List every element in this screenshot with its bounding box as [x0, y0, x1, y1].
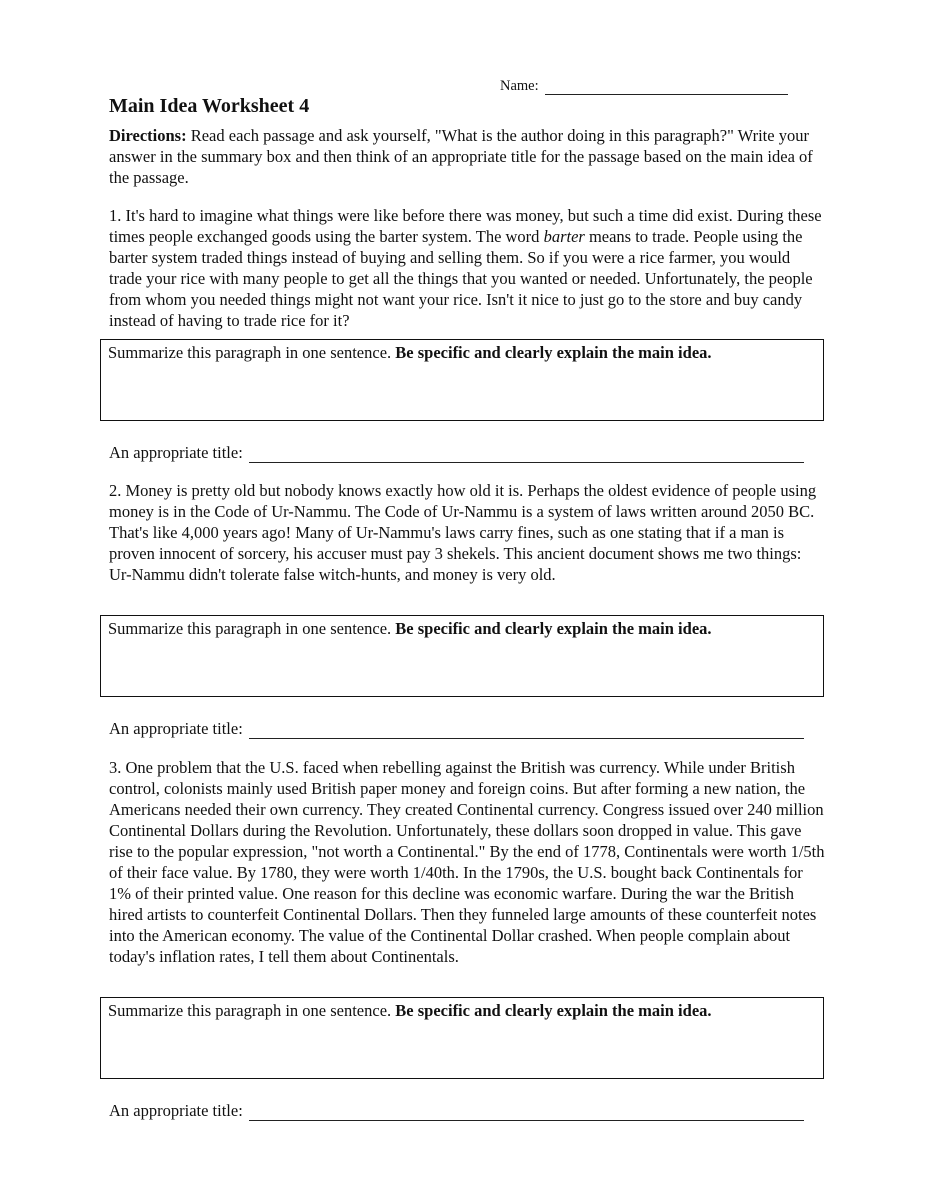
directions — [109, 125, 825, 188]
title-blank-line-2[interactable] — [249, 722, 804, 739]
summary-prompt-bold: Be specific and clearly explain the main idea. — [395, 343, 712, 362]
summary-prompt: Summarize this paragraph in one sentence. — [108, 1001, 396, 1020]
summary-prompt-bold: Be specific and clearly explain the main idea. — [395, 619, 712, 638]
title-prompt: An appropriate title: — [109, 1101, 243, 1120]
title-field-3 — [109, 1101, 804, 1121]
name-field — [500, 78, 788, 95]
title-field-1 — [109, 443, 804, 463]
title-field-2 — [109, 719, 804, 739]
title-prompt: An appropriate title: — [109, 719, 243, 738]
passage-1-text-after: means to trade. People using the barter system traded things instead of buying and selling them. So if you were a rice farmer, you would trade your rice with many people to get all the things that you wanted or needed. Unfortunately, the people from whom you needed things might not want your rice. Isn't it nice to just go to the store and buy candy instead of having to trade rice for it? — [109, 227, 813, 330]
name-blank-line[interactable] — [545, 80, 788, 95]
directions-label: Directions: — [109, 126, 187, 145]
passage-2: 2. Money is pretty old but nobody knows exactly how old it is. Perhaps the oldest evidence of people using money is in the Code of Ur-Nammu. The Code of Ur-Nammu is a system of laws written around 2050 BC. That's like 4,000 years ago! Many of Ur-Nammu's laws carry fines, such as one stating that if a man is proven innocent of sorcery, his accuser must pay 3 shekels. This ancient document shows me two things: Ur-Nammu didn't tolerate false witch-hunts, and money is very old. — [109, 481, 817, 584]
passage-1 — [109, 205, 825, 331]
name-label: Name: — [500, 78, 539, 94]
passage-3: 3. One problem that the U.S. faced when rebelling against the British was currency. While under British control, colonists mainly used British paper money and foreign coins. But after forming a new nation, the Americans needed their own currency. They created Continental currency. Congress issued over 240 million Continental Dollars during the Revolution. Unfortunately, these dollars soon dropped in value. This gave rise to the popular expression, "not worth a Continental." By the end of 1778, Continentals were worth 1/5th of their face value. By 1780, they were worth 1/40th. In the 1790s, the U.S. bought back Continentals for 1% of their printed value. One reason for this decline was economic warfare. During the war the British hired artists to counterfeit Continental Dollars. Then they funneled large amounts of these counterfeit notes into the American economy. The value of the Continental Dollar crashed. When people complain about today's inflation rates, I tell them about Continentals. — [109, 758, 825, 966]
passage-1-text-before: 1. It's hard to imagine what things were like before there was money, but such a time did exist. During these times people exchanged goods using the barter system. The word — [109, 206, 822, 246]
summary-prompt-bold: Be specific and clearly explain the main idea. — [395, 1001, 712, 1020]
title-blank-line-3[interactable] — [249, 1104, 804, 1121]
summary-box-3[interactable] — [100, 997, 824, 1079]
title-blank-line-1[interactable] — [249, 446, 804, 463]
worksheet-title: Main Idea Worksheet 4 — [109, 95, 310, 117]
directions-text: Read each passage and ask yourself, "What is the author doing in this paragraph?" Write your answer in the summary box and then think of an appropriate title for the passage based on the main idea of the passage. — [109, 126, 813, 187]
summary-box-2[interactable] — [100, 615, 824, 697]
passage-1-italic-word: barter — [543, 227, 585, 246]
summary-prompt: Summarize this paragraph in one sentence. — [108, 343, 396, 362]
summary-box-1[interactable] — [100, 339, 824, 421]
title-prompt: An appropriate title: — [109, 443, 243, 462]
summary-prompt: Summarize this paragraph in one sentence. — [108, 619, 396, 638]
